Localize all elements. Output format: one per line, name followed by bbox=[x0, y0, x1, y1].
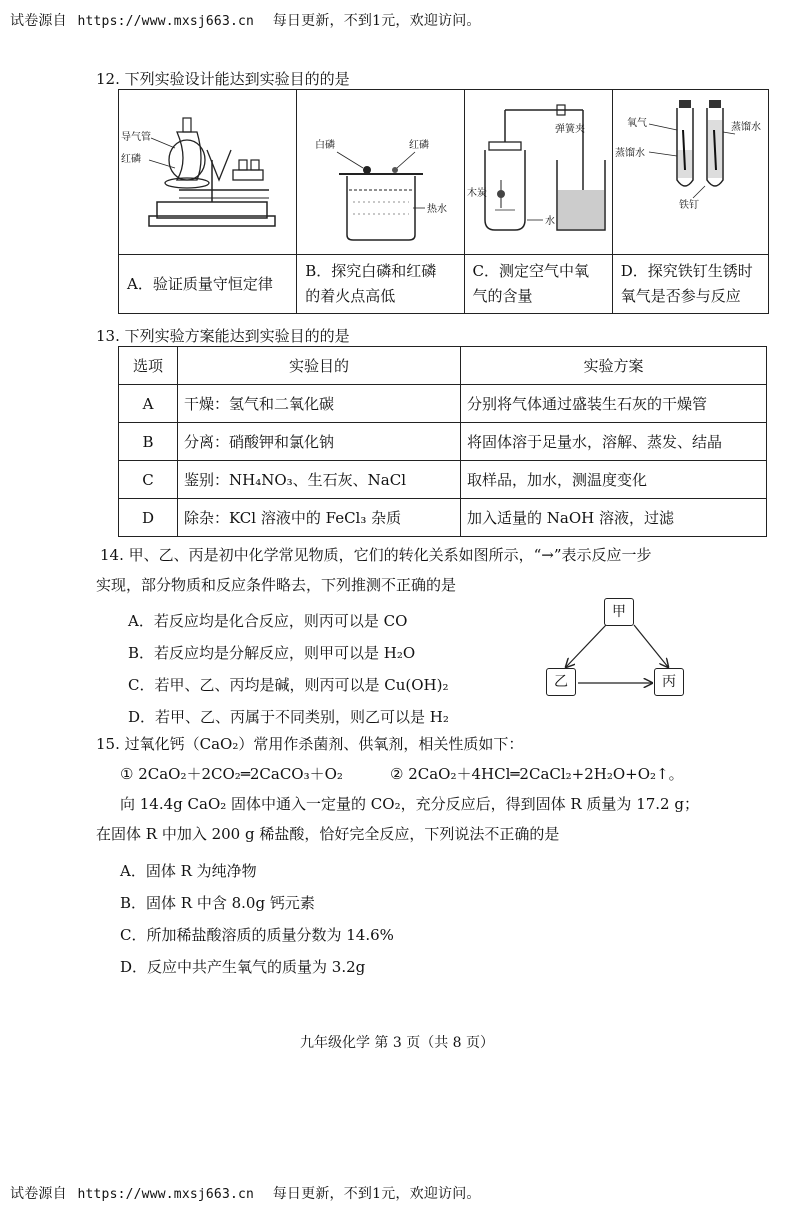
q13-header-row bbox=[119, 347, 767, 385]
q13-header-purpose: 实验目的 bbox=[178, 347, 461, 385]
q15-option-a[interactable]: A．固体 R 为纯净物 bbox=[120, 862, 257, 880]
top-source-banner bbox=[10, 10, 481, 30]
label-iron-nail: 铁钉 bbox=[678, 200, 699, 211]
label-water: 水 bbox=[544, 216, 555, 227]
q12-option-a[interactable]: A．验证质量守恒定律 bbox=[119, 255, 297, 314]
label-spring-clamp: 弹簧夹 bbox=[554, 124, 585, 135]
q14-option-a[interactable]: A．若反应均是化合反应，则丙可以是 CO bbox=[128, 612, 408, 630]
q14-stem-line1: 14. 甲、乙、丙是初中化学常见物质，它们的转化关系如图所示，“→”表示反应一步 bbox=[100, 546, 652, 564]
label-white-phosphorus: 白磷 bbox=[315, 140, 336, 151]
q12-diagram-c bbox=[464, 90, 612, 255]
source-url[interactable]: https://www.mxsj663.cn bbox=[77, 1187, 255, 1202]
q14-stem-line2: 实现，部分物质和反应条件略去，下列推测不正确的是 bbox=[96, 576, 457, 594]
label-distilled-water-right: 蒸馏水 bbox=[730, 122, 761, 133]
q13-stem: 13. 下列实验方案能达到实验目的的是 bbox=[96, 327, 350, 345]
balance-apparatus-icon bbox=[119, 90, 294, 250]
table-row[interactable]: B 分离：硝酸钾和氯化钠 将固体溶于足量水，溶解、蒸发、结晶 bbox=[119, 423, 767, 461]
node-jia: 甲 bbox=[604, 598, 634, 626]
q12-option-b[interactable]: B．探究白磷和红磷 的着火点高低 bbox=[297, 255, 464, 314]
source-label: 试卷源自 bbox=[10, 1186, 67, 1202]
source-label: 试卷源自 bbox=[10, 13, 67, 29]
node-bing: 丙 bbox=[654, 668, 684, 696]
q12-diagram-d bbox=[612, 90, 768, 255]
table-row[interactable]: D 除杂：KCl 溶液中的 FeCl₃ 杂质 加入适量的 NaOH 溶液，过滤 bbox=[119, 499, 767, 537]
q12-diagram-b bbox=[297, 90, 464, 255]
q15-stem: 15. 过氧化钙（CaO₂）常用作杀菌剂、供氧剂，相关性质如下： bbox=[96, 735, 524, 753]
label-distilled-water-left: 蒸馏水 bbox=[614, 148, 645, 159]
q15-condition-line2: 在固体 R 中加入 200 g 稀盐酸，恰好完全反应，下列说法不正确的是 bbox=[96, 825, 560, 843]
label-red-phosphorus-b: 红磷 bbox=[409, 140, 430, 151]
label-gas-tube: 导气管 bbox=[121, 132, 151, 143]
q14-option-c[interactable]: C．若甲、乙、丙均是碱，则丙可以是 Cu(OH)₂ bbox=[128, 676, 449, 694]
q15-option-c[interactable]: C．所加稀盐酸溶质的质量分数为 14.6% bbox=[120, 926, 394, 944]
source-note: 每日更新，不到1元，欢迎访问。 bbox=[272, 1186, 481, 1202]
air-oxygen-apparatus-icon bbox=[465, 90, 611, 250]
label-charcoal: 木炭 bbox=[466, 188, 487, 199]
source-note: 每日更新，不到1元，欢迎访问。 bbox=[272, 13, 481, 29]
page-number: 九年级化学 第 3 页（共 8 页） bbox=[299, 1035, 495, 1051]
q14-option-b[interactable]: B．若反应均是分解反应，则甲可以是 H₂O bbox=[128, 644, 416, 662]
q15-option-d[interactable]: D．反应中共产生氧气的质量为 3.2g bbox=[120, 958, 366, 976]
bottom-source-banner bbox=[10, 1183, 481, 1203]
q12-option-c[interactable]: C．测定空气中氧 气的含量 bbox=[464, 255, 612, 314]
q13-header-option: 选项 bbox=[119, 347, 178, 385]
q15-equation-2: ② 2CaO₂＋4HCl═2CaCl₂+2H₂O+O₂↑。 bbox=[390, 765, 684, 783]
node-yi: 乙 bbox=[546, 668, 576, 696]
q12-option-d[interactable]: D．探究铁钉生锈时 氧气是否参与反应 bbox=[612, 255, 768, 314]
q12-table bbox=[118, 89, 769, 314]
q12-diagram-a bbox=[119, 90, 297, 255]
q14-relation-diagram bbox=[540, 595, 700, 705]
source-url[interactable]: https://www.mxsj663.cn bbox=[77, 14, 255, 29]
table-row[interactable]: A 干燥：氢气和二氧化碳 分别将气体通过盛装生石灰的干燥管 bbox=[119, 385, 767, 423]
label-hot-water: 热水 bbox=[427, 204, 448, 215]
q13-header-plan: 实验方案 bbox=[461, 347, 767, 385]
label-oxygen: 氧气 bbox=[626, 118, 647, 129]
q15-option-b[interactable]: B．固体 R 中含 8.0g 钙元素 bbox=[120, 894, 315, 912]
phosphorus-beaker-icon bbox=[297, 90, 461, 250]
q13-table bbox=[118, 346, 767, 537]
label-red-phosphorus: 红磷 bbox=[121, 154, 141, 165]
q15-condition-line1: 向 14.4g CaO₂ 固体中通入一定量的 CO₂，充分反应后，得到固体 R 质量为 17.2 g； bbox=[120, 795, 699, 813]
iron-nail-test-tubes-icon bbox=[613, 90, 767, 250]
q14-option-d[interactable]: D．若甲、乙、丙属于不同类别，则乙可以是 H₂ bbox=[128, 708, 449, 726]
table-row[interactable]: C 鉴别：NH₄NO₃、生石灰、NaCl 取样品，加水，测温度变化 bbox=[119, 461, 767, 499]
q15-equation-1: ① 2CaO₂＋2CO₂═2CaCO₃＋O₂ bbox=[120, 765, 343, 783]
q12-stem: 12. 下列实验设计能达到实验目的的是 bbox=[96, 70, 350, 88]
